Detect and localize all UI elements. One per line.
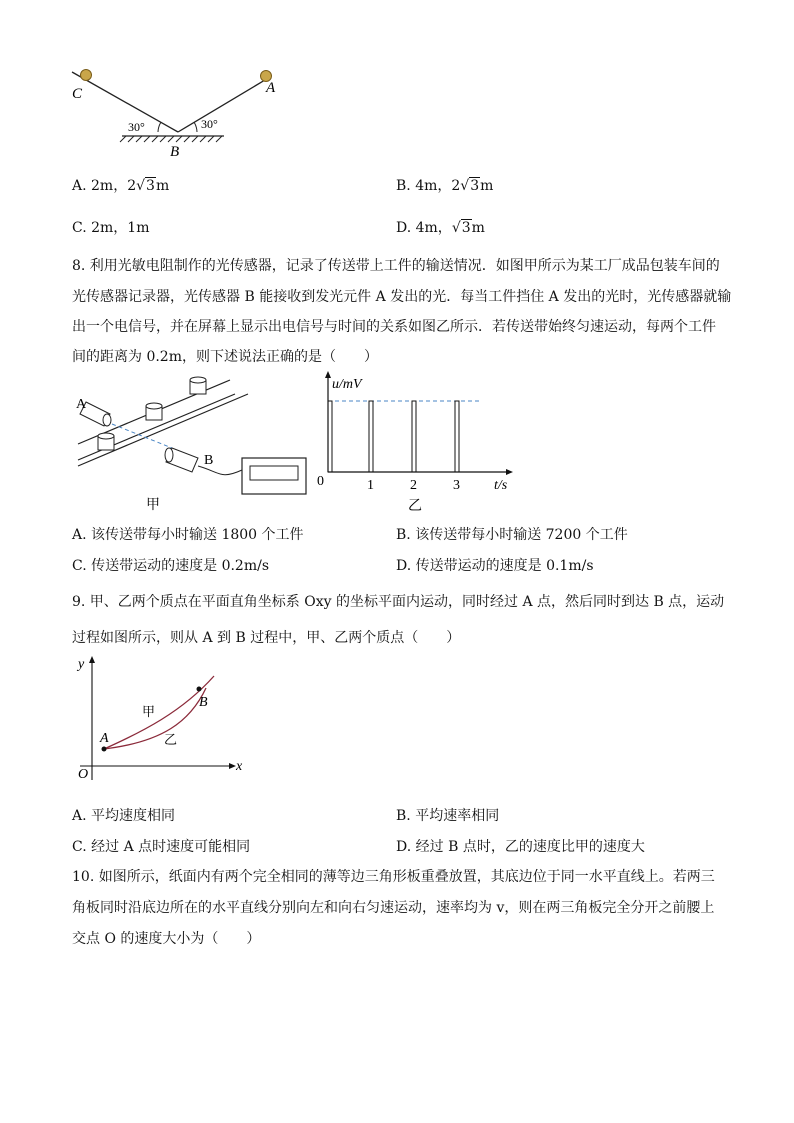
ground-hatch <box>120 136 224 142</box>
q7-option-a-root: 3 <box>146 178 155 194</box>
point-a-label: A <box>100 731 109 746</box>
q9-option-b[interactable]: B. 平均速率相同 <box>396 808 500 824</box>
q7-option-d-prefix: D. 4m， <box>396 220 452 236</box>
q7-option-b-prefix: B. 4m，2 <box>396 178 461 194</box>
x-tick-1: 1 <box>367 478 374 493</box>
recorder-screen <box>242 458 306 494</box>
label-a: A <box>266 80 276 96</box>
q7-option-b[interactable] <box>396 176 493 196</box>
signal-pulse <box>369 401 373 472</box>
q7-option-a-prefix: A. 2m，2 <box>72 178 137 194</box>
label-b: B <box>170 144 180 160</box>
q9-line-2: 过程如图所示，则从 A 到 B 过程中，甲、乙两个质点（ ） <box>72 630 461 646</box>
ball-c <box>81 70 92 81</box>
y-axis-arrow <box>325 371 331 378</box>
angle-arc-left <box>158 122 161 132</box>
q7-option-b-root: 3 <box>470 178 480 194</box>
light-sensor-b <box>165 448 198 472</box>
y-axis-arrow <box>89 656 95 663</box>
q8-line-2: 光传感器记录器，光传感器 B 能接收到发光元件 A 发出的光．每当工件挡住 A 发出的光时，光传感器就输 <box>72 289 732 305</box>
y-axis-label: u/mV <box>332 377 362 392</box>
label-c: C <box>72 86 83 102</box>
incline-cb <box>72 72 178 132</box>
q7-option-d-unit: m <box>471 220 485 236</box>
angle-label-right: 30° <box>201 117 218 131</box>
q9-option-d[interactable]: D. 经过 B 点时，乙的速度比甲的速度大 <box>396 839 645 855</box>
path-jia <box>104 676 214 749</box>
x-tick-3: 3 <box>453 478 460 493</box>
x-axis-arrow <box>229 763 236 769</box>
y-label: y <box>78 657 85 672</box>
label-sensor-b: B <box>204 453 214 468</box>
label-emitter-a: A <box>76 397 87 412</box>
angle-label-left: 30° <box>128 120 145 134</box>
x-axis-label: t/s <box>494 478 508 493</box>
q8-option-b[interactable]: B. 该传送带每小时输送 7200 个工件 <box>396 527 628 543</box>
q7-option-a-unit: m <box>155 178 170 194</box>
q7-option-d-root: 3 <box>461 220 471 236</box>
figure-q7-inclines <box>60 60 300 165</box>
caption-jia: 甲 <box>146 498 160 513</box>
x-axis-arrow <box>506 469 513 475</box>
q9-option-c[interactable]: C. 经过 A 点时速度可能相同 <box>72 839 251 855</box>
point-b-dot <box>197 687 202 692</box>
incline-ba <box>178 77 270 132</box>
q8-option-d[interactable]: D. 传送带运动的速度是 0.1m/s <box>396 558 594 574</box>
workpiece <box>190 377 206 394</box>
x-tick-2: 2 <box>410 478 417 493</box>
signal-pulse <box>455 401 459 472</box>
figure-q8-jia-conveyor <box>70 372 320 514</box>
sqrt-symbol: √3 <box>136 178 155 194</box>
caption-yi: 乙 <box>408 499 422 514</box>
q9-line-1: 9. 甲、乙两个质点在平面直角坐标系 Oxy 的坐标平面内运动，同时经过 A 点，然后同时到达 B 点，运动 <box>72 594 725 610</box>
point-a-dot <box>102 747 107 752</box>
signal-pulse <box>328 401 332 472</box>
sqrt-symbol: √3 <box>451 220 471 236</box>
sqrt-symbol: √3 <box>460 178 480 194</box>
label-jia: 甲 <box>142 704 156 719</box>
workpiece <box>146 403 162 420</box>
q7-option-b-unit: m <box>480 178 494 194</box>
q7-option-c[interactable]: C. 2m，1m <box>72 220 150 236</box>
q8-line-3: 出一个电信号，并在屏幕上显示出电信号与时间的关系如图乙所示．若传送带始终匀速运动，每两个工件 <box>72 319 716 335</box>
belt-lower-edge <box>78 394 248 466</box>
point-b-label: B <box>199 695 208 710</box>
q8-option-a[interactable]: A. 该传送带每小时输送 1800 个工件 <box>72 527 304 543</box>
q10-line-1: 10. 如图所示，纸面内有两个完全相同的薄等边三角形板重叠放置，其底边位于同一水平直线上。若两三 <box>72 869 715 885</box>
q9-option-a[interactable]: A. 平均速度相同 <box>72 808 176 824</box>
origin-o: O <box>78 767 89 782</box>
q8-option-c[interactable]: C. 传送带运动的速度是 0.2m/s <box>72 558 270 574</box>
q7-option-d[interactable] <box>396 218 485 238</box>
figure-q8-yi-chart <box>310 368 520 516</box>
light-beam <box>112 424 172 448</box>
q10-line-3: 交点 O 的速度大小为（ ） <box>72 931 261 947</box>
label-yi: 乙 <box>164 732 178 747</box>
signal-pulse <box>412 401 416 472</box>
figure-q9-trajectories <box>72 652 262 792</box>
x-label: x <box>236 759 243 774</box>
q8-line-1: 8. 利用光敏电阻制作的光传感器，记录了传送带上工件的输送情况．如图甲所示为某工厂成品包装车间的 <box>72 258 720 274</box>
angle-arc-right <box>194 122 197 132</box>
q8-line-4: 间的距离为 0.2m，则下述说法正确的是（ ） <box>72 349 378 365</box>
q10-line-2: 角板同时沿底边所在的水平直线分别向左和向右匀速运动，速率均为 v，则在两三角板完全分开之前腰上 <box>72 900 715 916</box>
origin-label: 0 <box>317 474 324 489</box>
workpiece <box>98 433 114 450</box>
q7-option-a[interactable] <box>72 176 169 196</box>
